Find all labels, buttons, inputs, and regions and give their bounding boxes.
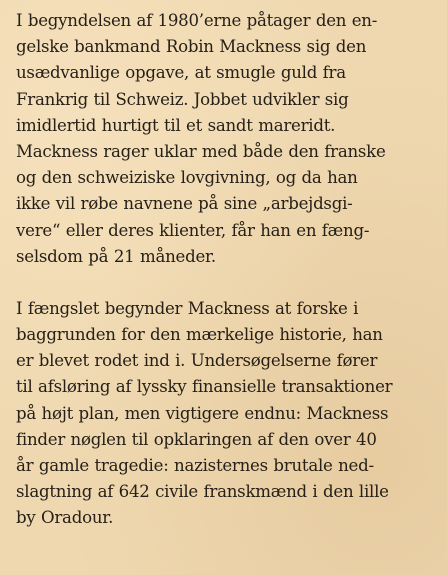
text-line: Frankrig til Schweiz. Jobbet udvikler sig <box>16 89 349 109</box>
text-line: baggrunden for den mærkelige historie, han <box>16 325 383 345</box>
text-line: usædvanlige opgave, at smugle guld fra <box>16 63 346 83</box>
text-line: by Oradour. <box>16 508 114 528</box>
text-line: er blevet rodet ind i. Undersøgelserne fører <box>16 351 378 371</box>
text-line: ikke vil røbe navnene på sine „arbejdsgi- <box>16 194 353 214</box>
paragraph-1 <box>16 8 433 270</box>
text-line: I fængslet begynder Mackness at forske i <box>16 298 359 318</box>
text-line: til afsløring af lyssky finansielle transaktioner <box>16 377 393 397</box>
text-line: på højt plan, men vigtigere endnu: Mackness <box>16 403 389 423</box>
text-line: slagtning af 642 civile franskmænd i den lille <box>16 482 389 502</box>
text-line: finder nøglen til opklaringen af den over 40 <box>16 429 377 449</box>
text-line: I begyndelsen af 1980’erne påtager den en- <box>16 11 378 30</box>
paragraph-gap <box>16 270 433 296</box>
text-line: år gamle tragedie: nazisternes brutale ned- <box>16 456 374 475</box>
text-line: selsdom på 21 måneder. <box>16 246 216 266</box>
text-line: Mackness rager uklar med både den franske <box>16 141 386 161</box>
text-line: gelske bankmand Robin Mackness sig den <box>16 37 367 57</box>
text-line: imidlertid hurtigt til et sandt mareridt. <box>16 115 336 135</box>
paragraph-2 <box>16 296 433 532</box>
text-line: og den schweiziske lovgivning, og da han <box>16 168 358 188</box>
text-line: vere“ eller deres klienter, får han en fæng- <box>16 220 370 240</box>
